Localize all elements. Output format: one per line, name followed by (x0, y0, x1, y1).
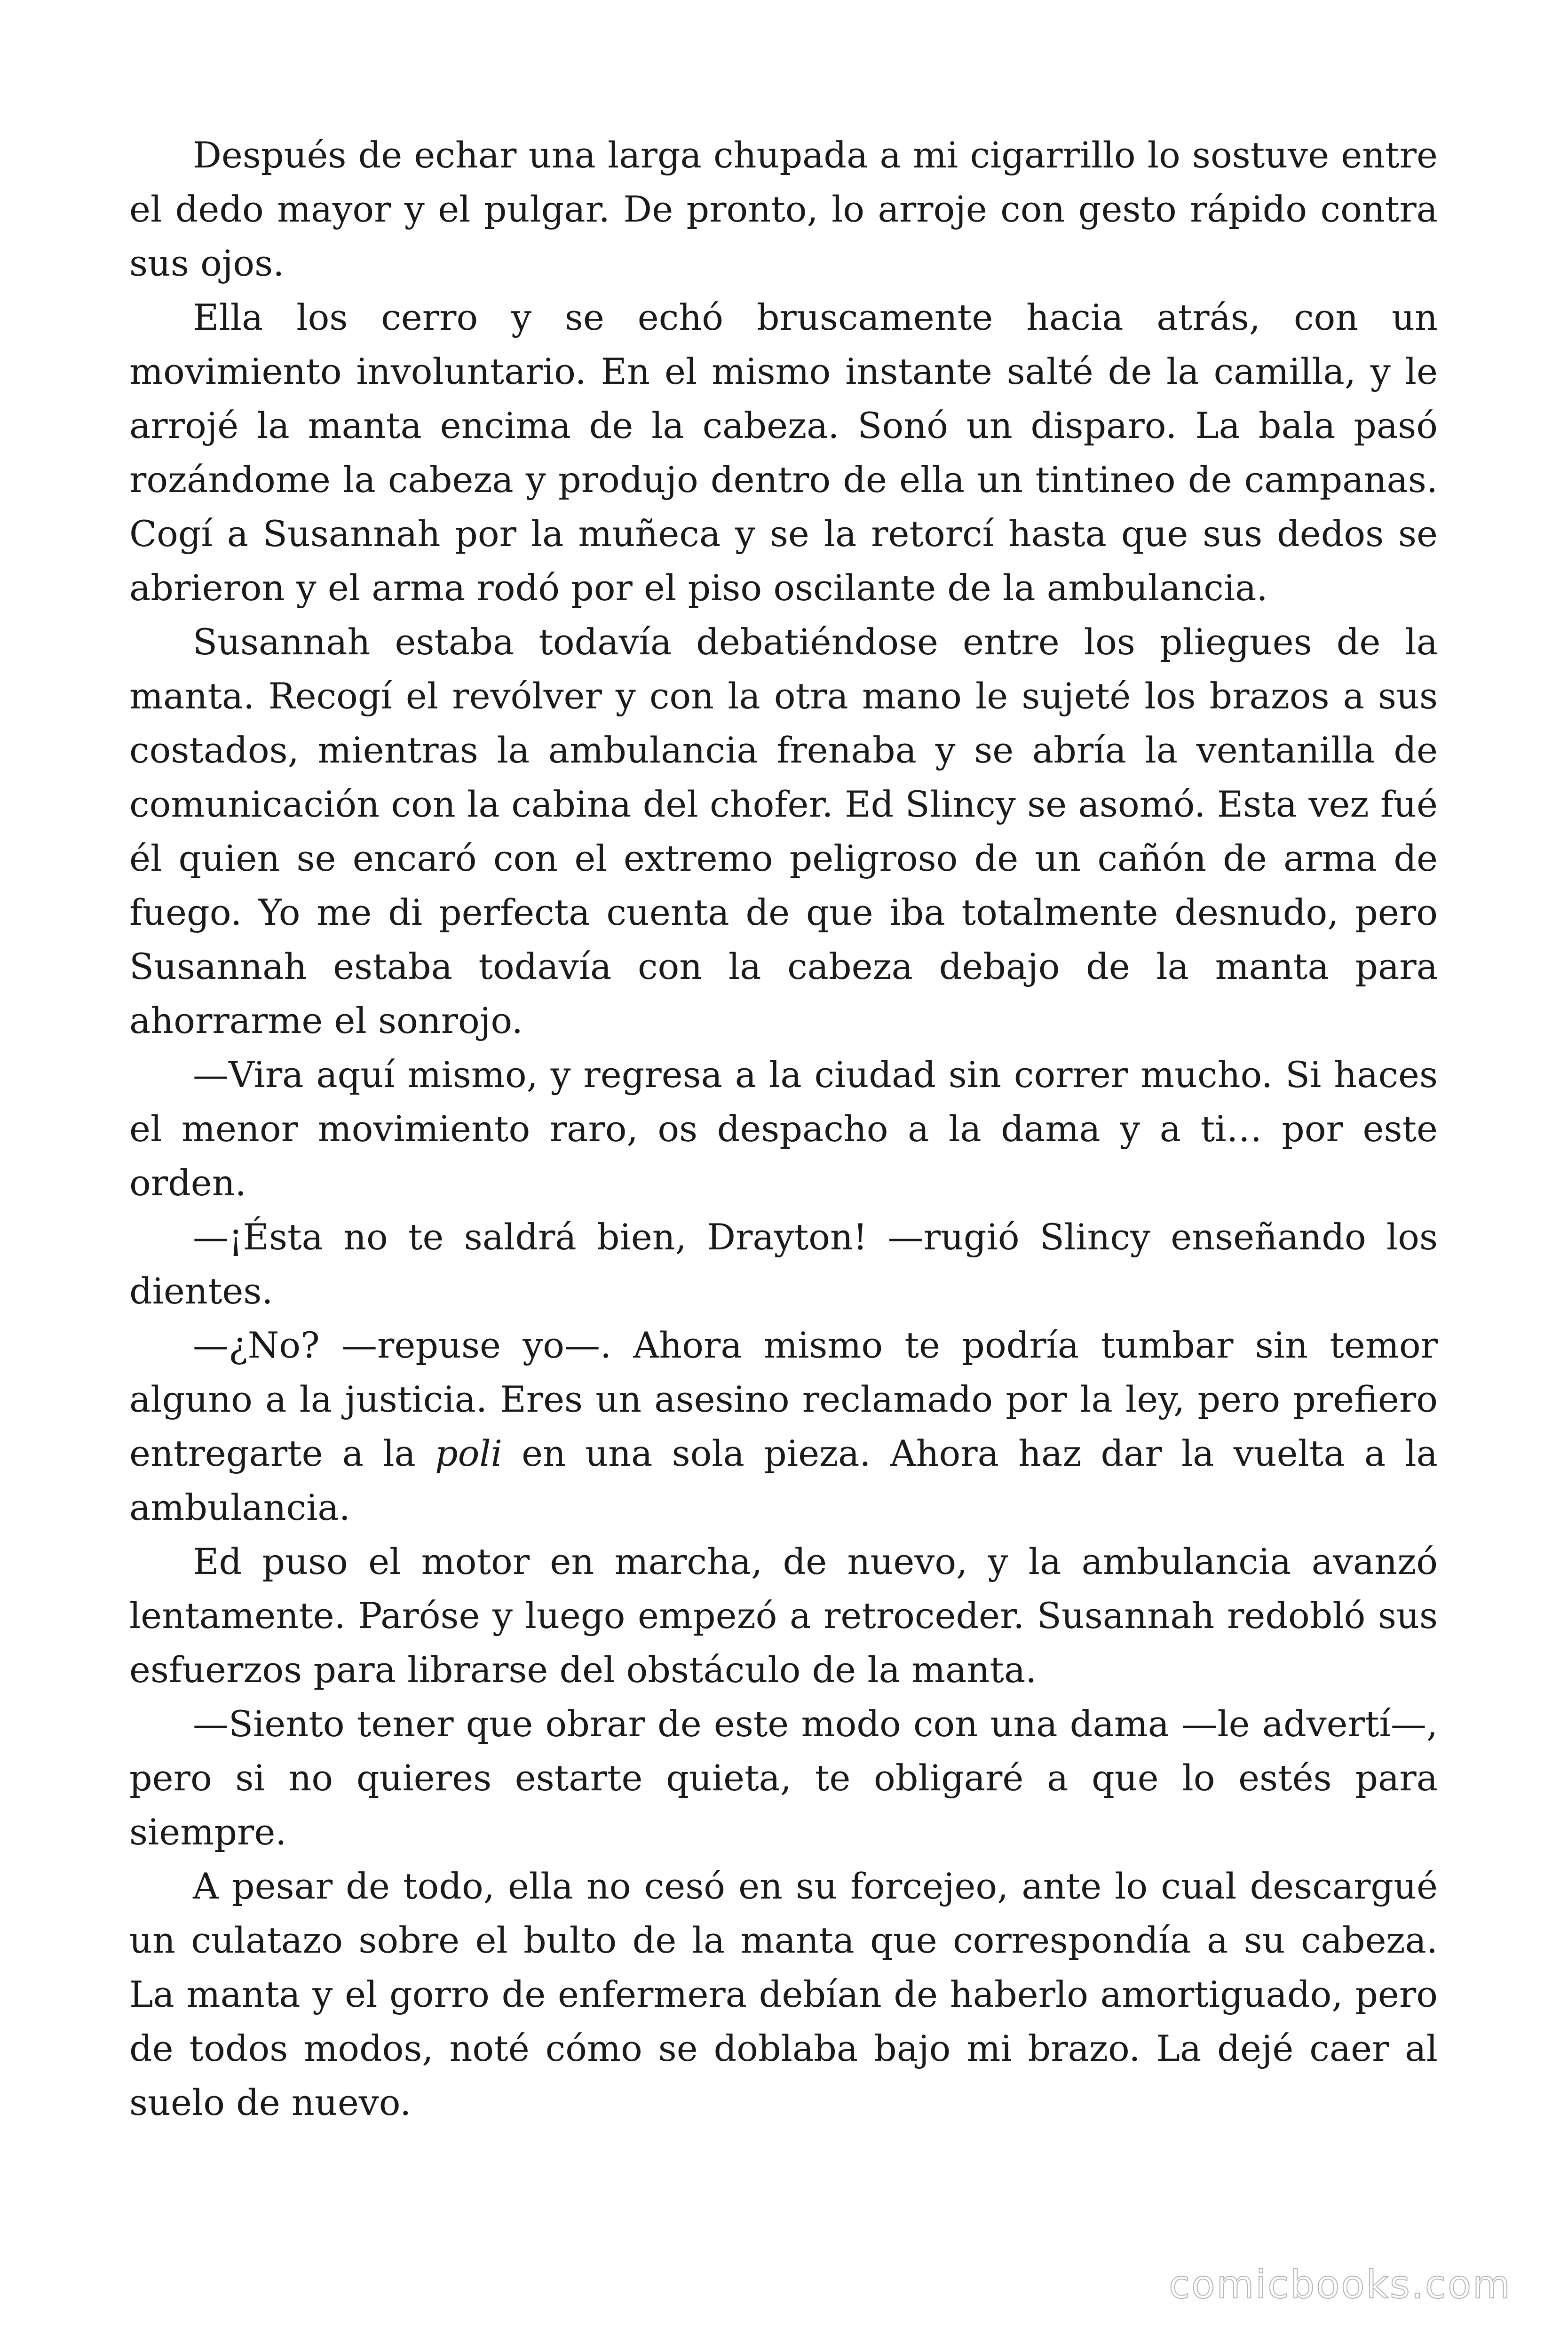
watermark: comicbooks.com (1169, 2263, 1512, 2307)
paragraph (129, 1318, 1438, 1534)
paragraph: Susannah estaba todavía debatiéndose entre los pliegues de la manta. Recogí el revólver y con la otra mano le sujeté los brazos a sus costados, mientras la ambulancia frenaba y se abría la ventanilla de comunicación con la cabina del chofer. Ed Slincy se asomó. Esta vez fué él quien se encaró con el extremo peligroso de un cañón de arma de fuego. Yo me di perfecta cuenta de que iba totalmente desnudo, pero Susannah estaba todavía con la cabeza debajo de la manta para ahorrarme el sonrojo. (129, 621, 1438, 1041)
page-body (129, 128, 1438, 2130)
paragraph-text: en una sola pieza. Ahora haz dar la vuelta a la ambulancia. (129, 1432, 1438, 1528)
paragraph: —¡Ésta no te saldrá bien, Drayton! —rugió Slincy enseñando los dientes. (129, 1216, 1438, 1312)
paragraph: Ella los cerro y se echó bruscamente hacia atrás, con un movimiento involuntario. En el mismo instante salté de la camilla, y le arrojé la manta encima de la cabeza. Sonó un disparo. La bala pasó rozándome la cabeza y produjo dentro de ella un tintineo de campanas. Cogí a Susannah por la muñeca y se la retorcí hasta que sus dedos se abrieron y el arma rodó por el piso oscilante de la ambulancia. (129, 296, 1438, 609)
paragraph: A pesar de todo, ella no cesó en su forcejeo, ante lo cual descargué un culatazo sobre el bulto de la manta que correspondía a su cabeza. La manta y el gorro de enfermera debían de haberlo amortiguado, pero de todos modos, noté cómo se doblaba bajo mi brazo. La dejé caer al suelo de nuevo. (129, 1865, 1438, 2123)
paragraph: Después de echar una larga chupada a mi cigarrillo lo sostuve entre el dedo mayor y el pulgar. De pronto, lo arroje con gesto rápido contra sus ojos. (129, 134, 1438, 284)
paragraph: —Siento tener que obrar de este modo con una dama —le advertí—, pero si no quieres estarte quieta, te obligaré a que lo estés para siempre. (129, 1703, 1438, 1853)
paragraph-text: —¿No? —repuse yo—. Ahora mismo te podría tumbar sin temor alguno a la justicia. Eres un asesino reclamado por la ley, pero prefiero entregarte a la (129, 1324, 1438, 1474)
emphasized-word: poli (435, 1432, 502, 1474)
paragraph: —Vira aquí mismo, y regresa a la ciudad sin correr mucho. Si haces el menor movimiento raro, os despacho a la dama y a ti… por este orden. (129, 1054, 1438, 1204)
paragraph: Ed puso el motor en marcha, de nuevo, y la ambulancia avanzó lentamente. Paróse y luego empezó a retroceder. Susannah redobló sus esfuerzos para librarse del obstáculo de la manta. (129, 1541, 1438, 1691)
